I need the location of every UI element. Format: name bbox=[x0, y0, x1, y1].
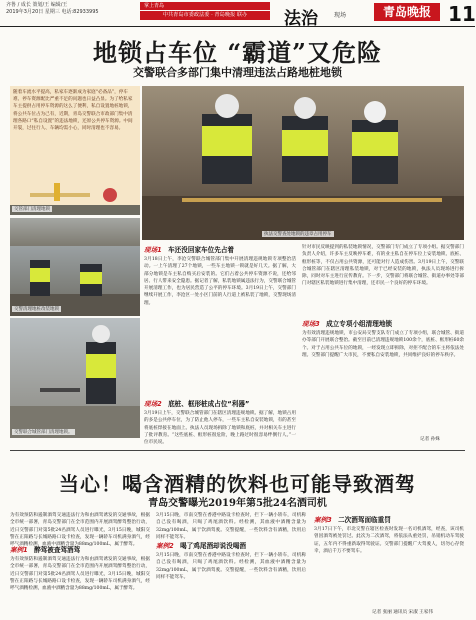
header-meta-line1: 齐鲁 / 成长 策划/王 编辑/王 bbox=[6, 2, 68, 8]
case-title: 成立专项小组清理地锁 bbox=[326, 320, 393, 328]
reporter-credit-bottom: 记者 张丽 通讯员 宋淑 王家伟 bbox=[372, 610, 433, 615]
reporter-credit: 记者 孙姝 bbox=[420, 437, 440, 442]
officer-figure bbox=[282, 97, 328, 182]
section-subtitle: 现场 bbox=[334, 12, 347, 19]
header-meta-line2: 2019年3月20日 星期三 电话:82933995 bbox=[6, 9, 99, 15]
case-tag: 案例2 bbox=[156, 542, 174, 550]
bottom-column-2: 3月15日晚，市南交警在香港中路设卡检查时，拦下一辆小轿车，司机称自己没有喝酒，只喝了鸡尾酒饮料。经检测，其血液中酒精含量为32mg/100mL，属于饮酒驾驶。交警提醒，一些饮料含有酒精，饮用后同样不能驾车。 bbox=[156, 553, 306, 580]
street-photo bbox=[10, 218, 140, 246]
main-photo-caption: 执法交警查处地锁的违章占用停车 bbox=[264, 232, 332, 237]
case-tag: 案例1 bbox=[10, 546, 28, 554]
headline2-subtitle: 青岛交警曝光2019年第5批24名酒司机 bbox=[148, 498, 327, 509]
article-column-4: 为有效清理违规地锁，市公安局交警支队专门成立了专项小组，联合城管、街道办等部门开展联合整治。截至目前已清理违规地锁100余个，底桩、框形桩60余个。对于占用公共车位的地锁，一经发现立即拆除，对拒不配合的车主将依法处理。交警部门提醒广大市民，不要私自安装地锁，共同维护良好的停车秩序。 bbox=[302, 331, 464, 358]
case-tag: 现场1 bbox=[144, 246, 162, 254]
article-column-3: 针对市民反映提到的私装地锁情况，交警部门专门成立了专项小组。据交警部门负责人介绍，许多车主反映停车难，有的业主私自在停车位上安装地锁、底桩、框形桩等，不仅占用公共资源，还可能对行人造成伤害。3月19日上午，交警联合城管部门在辖区清理私装地锁，对于已经安装的地锁，执法人员现场进行拆除，同时对车主进行宣传教育。下一步，交警部门将联合城管、街道办事处等部门对辖区私装地锁进行集中清理，还市民一个良好的停车环境。 bbox=[302, 245, 464, 287]
bottom-photo bbox=[10, 318, 140, 438]
tool-icon bbox=[103, 188, 117, 202]
case-title: 二次酒驾面临重罚 bbox=[338, 516, 391, 524]
page-number: 11 bbox=[448, 2, 476, 26]
intro-caption: 交管部门清理地锁 bbox=[14, 207, 50, 212]
article-column-1: 3月18日上午，李沧交警联合城管部门集中开展清理违规地锁专项整治活动。一上午清理了27个地锁，一些车主地锁一锁就是好几天。据了解，大部分地锁是车主私自购买后安装的。它们占着公共停车资源不说，还给邻居、行人带来安全隐患。据记者了解，私装地锁属违法行为，交警联合城管开展清理工作，也为居民营造了公平的停车环境。3月19日上午，交警部门继续开展工作，李沧区一处小区门前的人行道上被私装了地锁，交警现场清理。 bbox=[144, 257, 296, 306]
newspaper-logo: 青岛晚报 bbox=[374, 3, 440, 21]
header-meta bbox=[6, 2, 99, 16]
headline-title: 地锁占车位 “霸道”又危险 bbox=[93, 38, 382, 67]
case-heading bbox=[144, 244, 234, 254]
officer-figure bbox=[352, 101, 398, 184]
article-column-2: 3月19日上午，交警联合城管部门在辖区清理违规地锁。据了解，地锁占用的多是公共停车位，为了防止他人停车，一些车主私自安装地锁，有的甚至将底桩焊接在地面上。执法人员现场拆除了地锁和底桩，并对相关车主进行了批评教育。“这些底桩、框形桩很危险，晚上路过时很容易绊倒行人。”一位市民说。 bbox=[144, 411, 296, 446]
case-tag: 现场3 bbox=[302, 320, 320, 328]
header-banner-sub: 中共青岛市委政法委 · 青岛晚报 联办 bbox=[140, 11, 270, 20]
intro-illustration bbox=[10, 175, 140, 215]
header-banner: 掌上青岛 bbox=[140, 2, 270, 10]
case-heading bbox=[314, 514, 391, 524]
bottom-column-intro: 为有效预防和遏制酒驾交通违法行为和由酒驾诱发的交通事故，根据全市统一部署，青岛交警部门在全市范围内开展酒驾醉驾整治行动，近日交警部门对第5批24名酒驾人员进行曝光，3月15日晚，城阳交警在正阳路与长城路路口设卡检查，发现一辆轿车司机满身酒气，经呼气酒精检测，血液中酒精含量为88mg/100mL，属于醉驾。 bbox=[10, 513, 150, 548]
case-heading bbox=[156, 540, 246, 550]
bottom-column-1: 为有效预防和遏制酒驾交通违法行为和由酒驾诱发的交通事故，根据全市统一部署，青岛交警部门在全市范围内开展酒驾醉驾整治行动，近日交警部门对第5批24名酒驾人员进行曝光，3月15日晚，城阳交警在正阳路与长城路路口设卡检查，发现一辆轿车司机满身酒气，经呼气酒精检测，血液中酒精含量为88mg/100mL，属于醉驾。 bbox=[10, 557, 150, 592]
mid-photo bbox=[10, 246, 140, 316]
section-divider bbox=[10, 450, 465, 451]
mid-photo-caption: 交警清理地桩改装地锁 bbox=[14, 307, 59, 312]
headline2-title: 当心！喝含酒精的饮料也可能导致酒驾 bbox=[59, 472, 416, 496]
case-title: 底桩、框形桩成占位“利器” bbox=[168, 400, 250, 408]
bottom-column-2-top: 3月15日晚，市南交警在香港中路设卡检查时，拦下一辆小轿车，司机称自己没有喝酒，只喝了鸡尾酒饮料。经检测，其血液中酒精含量为32mg/100mL，属于饮酒驾驶。交警提醒，一些饮料含有酒精，饮用后同样不能驾车。 bbox=[156, 513, 306, 540]
headline-subtitle: 交警联合多部门集中清理违法占路地桩地锁 bbox=[133, 66, 342, 79]
police-photo-illustration bbox=[142, 86, 464, 240]
case-title: 车还没回家车位先占着 bbox=[168, 246, 235, 254]
bottom-column-3: 3月17日下午，市北交警在辖区检查时发现一名司机酒驾，经查，该司机曾因酒驾被处罚过。此次为二次酒驾，将依法从重处罚，吊销机动车驾驶证，五年内不得重新取得驾驶证。交警部门提醒广大驾驶人，切勿心存侥幸，酒后千万不要驾车。 bbox=[314, 527, 464, 554]
bottom-photo-caption: 交警联合城管部门清理地锁。 bbox=[14, 430, 73, 435]
case-heading bbox=[302, 318, 392, 328]
officer-figure bbox=[202, 94, 252, 184]
case-title: 喝了鸡尾酒却说没喝酒 bbox=[180, 542, 247, 550]
officer-wrench-illustration bbox=[10, 318, 140, 438]
intro-text: 随着车流水平提高，私家车逐渐成为家庭“必备品”，停车难、停车资源配比严重不足的问题也日益凸显。为了给私家车主提供占用停车资源的这么了便利，私自设置地桩地锁，将公共车位占为己有，近期，青岛交警联合市政部门集中清理各路口“私自设置”的违法地锁，还原公共停车资源。中间开裂，过往行人、车辆均需小心，同时清理也不容易。 bbox=[13, 90, 133, 132]
case-heading bbox=[144, 398, 249, 408]
lock-post bbox=[54, 183, 60, 201]
case-heading bbox=[10, 544, 80, 554]
case-tag: 现场2 bbox=[144, 400, 162, 408]
page-header bbox=[0, 0, 475, 27]
section-title: 法治 bbox=[284, 9, 318, 29]
case-tag: 案例3 bbox=[314, 516, 332, 524]
main-photo bbox=[142, 86, 464, 240]
case-title: 醉驾被查驾酒驾 bbox=[34, 546, 81, 554]
